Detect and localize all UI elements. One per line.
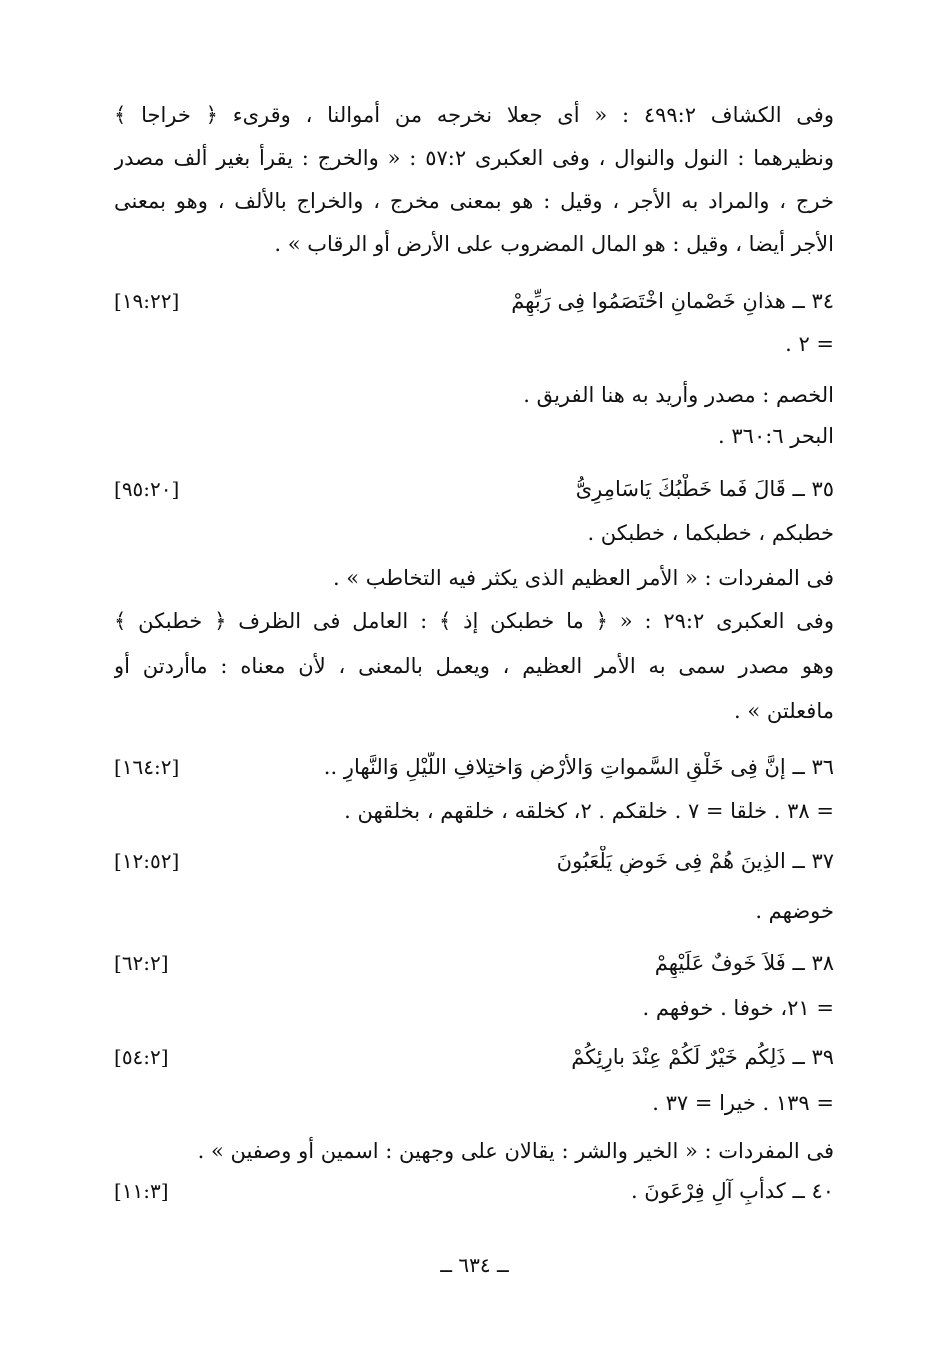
entry-35-reference: [٩٥:٢٠] [114, 477, 180, 501]
entry-37-note: خوضهم . [755, 899, 834, 923]
paragraph-line: الأجر أيضا ، وقيل : هو المال المضروب على الأرض أو الرقاب » . [274, 232, 834, 256]
entry-38-verse: ٣٨ ــ فَلاَ خَوفٌ عَلَيْهِمْ [654, 951, 834, 975]
entry-36-note: = ٣٨ . خلقا = ٧ . خلقكم . ٢، كخلقه ، خلقهم ، بخلقهن . [344, 799, 834, 823]
entry-34-note: البحر ٣٦٠:٦ . [718, 424, 834, 448]
entry-35-note: مافعلتن » . [734, 699, 834, 723]
entry-40-reference: [١١:٣] [114, 1179, 169, 1203]
entry-37-reference: [١٢:٥٢] [114, 849, 180, 873]
entry-38-note: = ٢١، خوفا . خوفهم . [642, 996, 834, 1020]
paragraph-line: خرج ، والمراد به الأجر ، وقيل : هو بمعنى مخرج ، والخراج بالألف ، وهو بمعنى [114, 189, 834, 213]
entry-34-note: = ٢ . [785, 332, 834, 356]
entry-38-reference: [٦٢:٢] [114, 951, 169, 975]
entry-36-reference: [١٦٤:٢] [114, 755, 180, 779]
entry-37-verse: ٣٧ ــ الذِينَ هُمْ فِى خَوضٍ يَلْعَبُونَ [556, 849, 834, 873]
entry-39-note: فى المفردات : « الخير والشر : يقالان على وجهين : اسمين أو وصفين » . [197, 1139, 834, 1163]
entry-39-reference: [٥٤:٢] [114, 1045, 169, 1069]
entry-35-verse: ٣٥ ــ قَالَ فَما خَطْبُكَ يَاسَامِرِىُّ [575, 477, 834, 501]
entry-39-note: = ١٣٩ . خيرا = ٣٧ . [652, 1091, 834, 1115]
entry-36-verse: ٣٦ ــ إنَّ فِى خَلْقِ السَّمواتِ وَالأرْضِ وَاختِلافِ اللَّيْلِ وَالنَّهارِ .. [323, 755, 834, 779]
entry-39-verse: ٣٩ ــ ذَلِكُم خَيْرٌ لَكُمْ عِنْدَ بارِئِكُمْ [571, 1045, 834, 1069]
entry-34-note: الخصم : مصدر وأريد به هنا الفريق . [523, 383, 834, 407]
page-number: ــ ٦٣٤ ــ [440, 1253, 509, 1277]
paragraph-line: وفى الكشاف ٤٩٩:٢ : « أى جعلا نخرجه من أموالنا ، وقرىء ﴿ خراجا ﴾ [114, 103, 834, 127]
entry-35-note: خطبكم ، خطبكما ، خطبكن . [587, 521, 834, 545]
entry-35-note: وهو مصدر سمى به الأمر العظيم ، ويعمل بالمعنى ، لأن معناه : ماأردتن أو [114, 654, 834, 678]
entry-35-note: وفى العكبرى ٢٩:٢ : « ﴿ ما خطبكن إذ ﴾ : العامل فى الظرف ﴿ خطبكن ﴾ [114, 609, 834, 633]
entry-35-note: فى المفردات : « الأمر العظيم الذى يكثر فيه التخاطب » . [332, 566, 834, 590]
entry-34-verse: ٣٤ ــ هذانِ خَصْمانِ اخْتَصَمُوا فِى رَبِّهِمْ [511, 289, 834, 313]
paragraph-line: ونظيرهما : النول والنوال ، وفى العكبرى ٥٧:٢ : « والخرج : يقرأ بغير ألف مصدر [114, 146, 834, 170]
entry-40-verse: ٤٠ ــ كدأْبِ آلِ فِرْعَونَ . [630, 1179, 834, 1203]
entry-34-reference: [١٩:٢٢] [114, 289, 180, 313]
